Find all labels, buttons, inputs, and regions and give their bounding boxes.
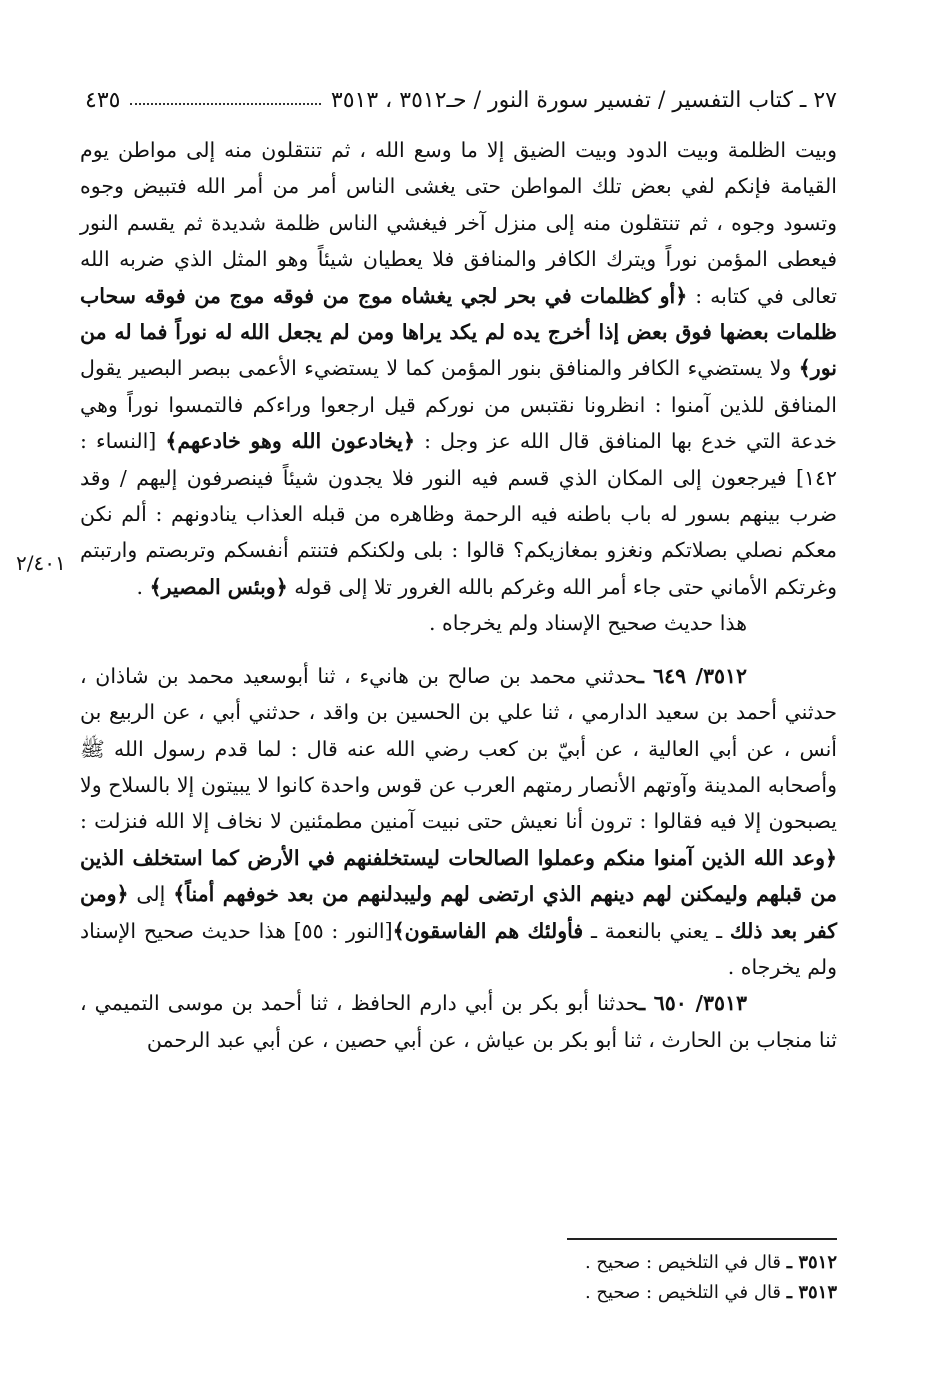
text-segment: حدثنا أبو بكر بن أبي دارم الحافظ ، ثنا أحمد بن موسى التميمي ، ثنا منجاب بن الحارث ، ثنا أبو بكر بن عياش ، عن أبي حصين ، عن أبي عبد الرحمن — [80, 991, 837, 1052]
quran-quote: ﴿يخادعون الله وهو خادعهم﴾ — [165, 429, 416, 454]
quran-quote: ﴿وبئس المصير﴾ — [149, 574, 288, 599]
text-segment: إلى — [136, 882, 166, 907]
footnote-number: ٣٥١٣ ـ — [786, 1282, 837, 1303]
footnote-divider — [567, 1238, 837, 1240]
footnote-text: قال في التلخيص : صحيح . — [584, 1282, 782, 1303]
hadith-number: ٣٥١٢/ ٦٤٩ ـ — [637, 663, 747, 688]
footnote — [337, 1248, 837, 1278]
paragraph-continuation — [80, 132, 837, 605]
footnotes — [337, 1248, 837, 1308]
text-segment: ولا يستضيء الكافر والمنافق بنور المؤمن كما لا يستضيء الأعمى ببصر البصير يقول المنافق للذين آمنوا : انظرونا نقتبس من نوركم قيل ارجعوا وراءكم فالتمسوا نوراً وهي خدعة التي خدع بها المنافق قال الله عز وجل : — [80, 356, 837, 454]
hadith-number: ٣٥١٣/ ٦٥٠ ـ — [639, 991, 747, 1016]
margin-reference: ٢/٤٠١ — [16, 551, 66, 575]
text-segment: حدثني محمد بن صالح بن هانيء ، ثنا أبوسعيد محمد بن شاذان ، حدثني أحمد بن سعيد الدارمي ، ثنا علي بن الحسين بن واقد ، حدثني أبي ، عن الربيع بن أنس ، عن أبي العالية ، عن أبيّ بن كعب رضي الله عنه قال : لما قدم رسول الله ﷺ وأصحابه المدينة وآوتهم الأنصار رمتهم العرب عن قوس واحدة كانوا لا يبيتون إلا بالسلاح ولا يصبحون إلا فيه فقالوا : ترون أنا نعيش حتى نبيت آمنين مطمئنين لا نخاف إلا الله فنزلت : — [80, 663, 837, 834]
quran-quote: ﴿وعد الله الذين آمنوا منكم وعملوا الصالحات ليستخلفنهم في الأرض كما استخلف الذين من قبلهم وليمكنن لهم دينهم الذي ارتضى لهم وليبدلنهم من بعد خوفهم أمناً﴾ — [80, 845, 837, 907]
hadith-paragraph — [80, 658, 837, 986]
running-header — [85, 82, 837, 118]
text-segment: ـ يعني بالنعمة ـ — [590, 918, 723, 943]
footnote-number: ٣٥١٢ ـ — [786, 1252, 837, 1273]
main-text — [80, 132, 837, 1058]
quran-quote: ﴿أو كظلمات في بحر لجي يغشاه موج من فوقه موج من فوقه سحاب ظلمات بعضها فوق بعض إذا أخرج يده لم يكد يراها ومن لم يجعل الله له نوراً فما له من نور﴾ — [80, 283, 837, 381]
text-segment: [النور : ٥٥] هذا حديث صحيح الإسناد ولم يخرجاه . — [80, 918, 837, 979]
header-dot-leader — [130, 103, 320, 105]
footnote — [337, 1278, 837, 1308]
header-title: ٢٧ ـ كتاب التفسير / تفسير سورة النور / حـ٣٥١٢ ، ٣٥١٣ — [330, 87, 837, 113]
page-number: ٤٣٥ — [85, 87, 121, 113]
text-segment: [النساء : ١٤٢] فيرجعون إلى المكان الذي قسم فيه النور فلا يجدون شيئاً فينصرفون إليهم / وقد ضرب بينهم بسور له باب باطنه فيه الرحمة وظاهره من قبله العذاب ينادونهم : ألم نكن معكم نصلي بصلاتكم ونغزو بمغازيكم؟ قالوا : بلى ولكنكم فتنتم أنفسكم وتربصتم وارتبتم وغرتكم الأماني حتى جاء أمر الله وغركم بالله الغرور تلا إلى قوله — [80, 429, 837, 599]
quran-quote: ﴿ومن كفر بعد ذلك — [80, 882, 837, 943]
footnote-text: قال في التلخيص : صحيح . — [584, 1252, 782, 1273]
text-segment: وبيت الظلمة وبيت الدود وبيت الضيق إلا ما وسع الله ، ثم تنتقلون منه إلى مواطن يوم القيامة فإنكم لفي بعض تلك المواطن حتى يغشى الناس أمر من أمر الله فتبيض وجوه وتسود وجوه ، ثم تنتقلون منه إلى منزل آخر فيغشي الناس ظلمة شديدة ثم يقسم النور فيعطى المؤمن نوراً ويترك الكافر والمنافق فلا يعطيان شيئاً وهو المثل الذي ضربه الله تعالى في كتابه : — [80, 138, 837, 308]
quran-quote: فأولئك هم الفاسقون﴾ — [392, 918, 584, 943]
text-segment: . — [136, 574, 150, 599]
hadith-paragraph — [80, 985, 837, 1058]
hadith-verdict: هذا حديث صحيح الإسناد ولم يخرجاه . — [428, 611, 747, 636]
